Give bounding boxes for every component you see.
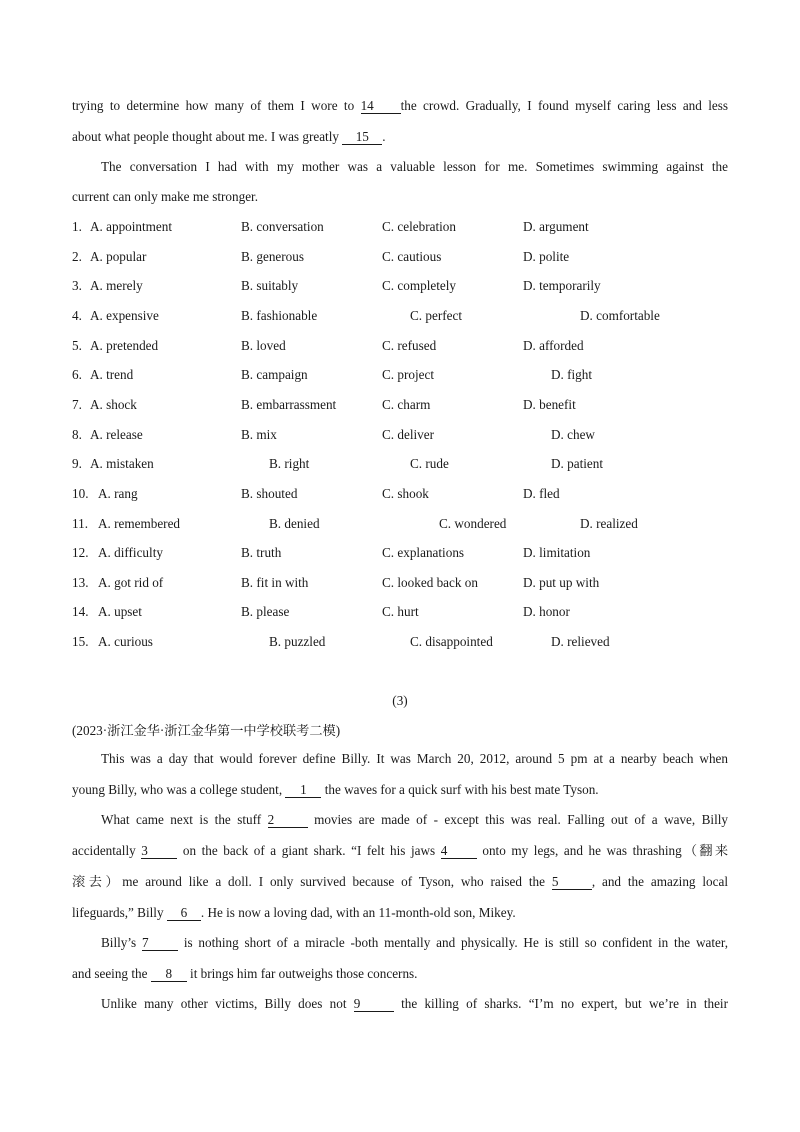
passage-text: about what people thought about me. I was greatly <box>72 129 339 144</box>
passage-line <box>101 811 728 829</box>
passage-text: Unlike many other victims, Billy does not <box>101 996 347 1011</box>
passage-line <box>72 904 516 922</box>
answer-blank: 9 <box>354 997 394 1012</box>
passage-text: the killing of sharks. “I’m no expert, but we’re in their <box>401 996 728 1011</box>
option-d: D. limitation <box>523 545 591 560</box>
option-a: A. appointment <box>90 219 173 234</box>
passage-text: What came next is the stuff <box>101 812 262 827</box>
option-c: C. celebration <box>382 219 456 234</box>
option-b: B. generous <box>241 249 304 264</box>
option-c: C. shook <box>382 486 429 501</box>
question-number: 9. <box>72 456 82 471</box>
passage-text: onto my legs, and he was thrashing（翻来 <box>482 843 729 858</box>
passage-line <box>72 188 258 206</box>
passage-line <box>72 781 599 799</box>
question-number: 6. <box>72 367 82 382</box>
question-number: 14. <box>72 604 89 619</box>
question-number: 7. <box>72 397 82 412</box>
passage-line <box>72 128 386 146</box>
option-a: A. shock <box>90 397 137 412</box>
answer-blank: 3 <box>141 844 177 859</box>
passage-text: accidentally <box>72 843 136 858</box>
question-number: 8. <box>72 427 82 442</box>
passage-line <box>101 995 728 1013</box>
option-c: C. charm <box>382 397 431 412</box>
option-b: B. loved <box>241 338 286 353</box>
option-a: A. popular <box>90 249 147 264</box>
passage-text: movies are made of - except this was real. Falling out of a wave, Billy <box>314 812 729 827</box>
answer-blank: 7 <box>142 936 178 951</box>
option-d: D. temporarily <box>523 278 601 293</box>
passage-text: This was a day that would forever define Billy. It was March 20, 2012, around 5 pm at a nearby beach when <box>101 751 728 766</box>
option-d: D. benefit <box>523 397 576 412</box>
option-a: A. pretended <box>90 338 159 353</box>
passage-text: is nothing short of a miracle -both mentally and physically. He is still so confident in the water, <box>183 935 729 950</box>
option-c: C. cautious <box>382 249 442 264</box>
option-a: A. merely <box>90 278 143 293</box>
option-b: B. fit in with <box>241 575 309 590</box>
option-b: B. campaign <box>241 367 308 382</box>
option-b: B. right <box>269 456 310 471</box>
option-c: C. wondered <box>439 516 507 531</box>
answer-blank: 15 <box>342 130 382 145</box>
option-d: D. realized <box>580 516 638 531</box>
passage-text: lifeguards,” Billy <box>72 905 164 920</box>
answer-blank: 5 <box>552 875 592 890</box>
answer-blank: 6 <box>167 906 201 921</box>
passage-line <box>72 965 417 983</box>
option-b: B. mix <box>241 427 277 442</box>
question-number: 1. <box>72 219 82 234</box>
passage-line <box>101 750 728 768</box>
passage-text: Billy’s <box>101 935 137 950</box>
question-number: 15. <box>72 634 89 649</box>
option-d: D. honor <box>523 604 570 619</box>
option-d: D. fight <box>551 367 593 382</box>
option-a: A. got rid of <box>98 575 164 590</box>
option-a: A. trend <box>90 367 134 382</box>
option-b: B. truth <box>241 545 282 560</box>
option-d: D. polite <box>523 249 570 264</box>
passage-text: the crowd. Gradually, I found myself caring less and less <box>400 98 729 113</box>
passage-text: The conversation I had with my mother was a valuable lesson for me. Sometimes swimming against the <box>101 159 728 174</box>
option-a: A. rang <box>98 486 138 501</box>
passage-text: and seeing the <box>72 966 148 981</box>
question-number: 12. <box>72 545 89 560</box>
option-c: C. project <box>382 367 435 382</box>
option-d: D. put up with <box>523 575 600 590</box>
question-number: 10. <box>72 486 89 501</box>
passage-line <box>72 97 728 115</box>
section-number: (3) <box>392 693 408 708</box>
option-d: D. chew <box>551 427 595 442</box>
passage-line <box>101 158 728 176</box>
passage-text: trying to determine how many of them I wore to <box>72 98 355 113</box>
question-number: 2. <box>72 249 82 264</box>
option-a: A. upset <box>98 604 142 619</box>
option-c: C. disappointed <box>410 634 493 649</box>
question-number: 5. <box>72 338 82 353</box>
option-b: B. fashionable <box>241 308 318 323</box>
passage-text: it brings him far outweighs those concerns. <box>190 966 418 981</box>
passage-line <box>101 934 728 952</box>
option-b: B. suitably <box>241 278 299 293</box>
option-c: C. perfect <box>410 308 462 323</box>
passage-text: 滚去）me around like a doll. I only survived because of Tyson, who raised the <box>72 874 545 889</box>
option-c: C. explanations <box>382 545 465 560</box>
passage-text: . <box>382 129 386 144</box>
option-c: C. hurt <box>382 604 419 619</box>
option-c: C. looked back on <box>382 575 478 590</box>
option-b: B. shouted <box>241 486 298 501</box>
question-number: 13. <box>72 575 89 590</box>
passage-text: on the back of a giant shark. “I felt his jaws <box>182 843 436 858</box>
option-d: D. fled <box>523 486 560 501</box>
option-b: B. denied <box>269 516 320 531</box>
option-a: A. release <box>90 427 143 442</box>
option-a: A. mistaken <box>90 456 154 471</box>
answer-blank: 1 <box>285 783 321 798</box>
answer-blank: 14 <box>361 99 401 114</box>
passage-text: , and the amazing local <box>591 874 729 889</box>
answer-blank: 8 <box>151 967 187 982</box>
answer-blank: 4 <box>441 844 477 859</box>
option-c: C. deliver <box>382 427 435 442</box>
question-number: 4. <box>72 308 82 323</box>
source-line: (2023·浙江金华·浙江金华第一中学校联考二模) <box>72 723 341 738</box>
passage-text: current can only make me stronger. <box>72 189 259 204</box>
option-b: B. embarrassment <box>241 397 337 412</box>
question-number: 3. <box>72 278 82 293</box>
passage-line <box>72 873 728 891</box>
option-d: D. comfortable <box>580 308 660 323</box>
option-b: B. conversation <box>241 219 324 234</box>
passage-line <box>72 842 728 860</box>
passage-text: the waves for a quick surf with his best mate Tyson. <box>324 782 599 797</box>
answer-blank: 2 <box>268 813 308 828</box>
passage-text: young Billy, who was a college student, <box>72 782 283 797</box>
option-d: D. relieved <box>551 634 610 649</box>
option-c: C. refused <box>382 338 437 353</box>
option-d: D. afforded <box>523 338 584 353</box>
option-a: A. expensive <box>90 308 159 323</box>
option-a: A. remembered <box>98 516 181 531</box>
option-b: B. puzzled <box>269 634 326 649</box>
option-d: D. argument <box>523 219 589 234</box>
option-a: A. difficulty <box>98 545 163 560</box>
option-a: A. curious <box>98 634 153 649</box>
question-number: 11. <box>72 516 88 531</box>
option-b: B. please <box>241 604 290 619</box>
option-c: C. rude <box>410 456 449 471</box>
option-d: D. patient <box>551 456 604 471</box>
option-c: C. completely <box>382 278 456 293</box>
passage-text: . He is now a loving dad, with an 11-month-old son, Mikey. <box>200 905 516 920</box>
